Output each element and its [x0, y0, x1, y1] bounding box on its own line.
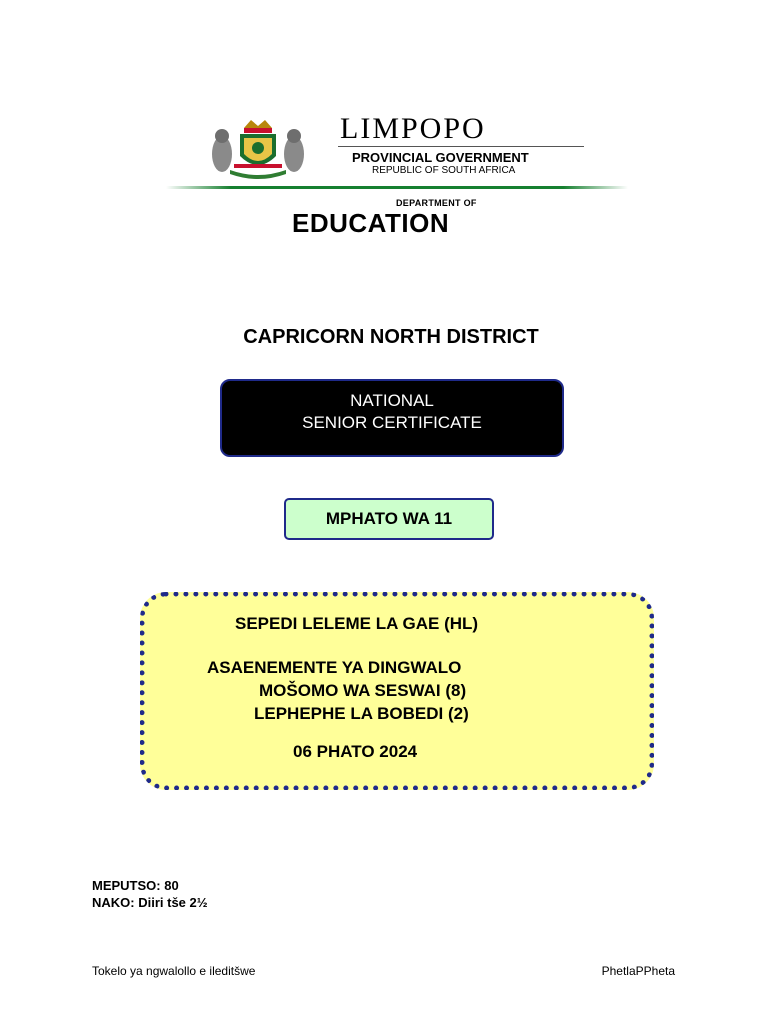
grade-badge: MPHATO WA 11	[284, 498, 494, 540]
subject-assessment: ASAENEMENTE YA DINGWALO	[207, 658, 462, 677]
certificate-banner	[220, 379, 564, 457]
provincial-government-label: PROVINCIAL GOVERNMENT	[352, 150, 529, 165]
coat-of-arms-icon	[204, 116, 314, 182]
time-allowed: NAKO: Diiri tše 2½	[92, 895, 208, 910]
exam-date: 06 PHATO 2024	[293, 742, 418, 761]
header-divider	[338, 146, 584, 147]
certificate-line-2: SENIOR CERTIFICATE	[302, 413, 482, 432]
subject-language: SEPEDI LELEME LA GAE (HL)	[235, 614, 479, 633]
page-turn-note: PhetlaPPheta	[601, 964, 675, 978]
department-prefix: DEPARTMENT OF	[396, 198, 477, 208]
country-label: REPUBLIC OF SOUTH AFRICA	[372, 165, 516, 176]
subject-task: MOŠOMO WA SESWAI (8)	[259, 681, 467, 700]
certificate-line-1: NATIONAL	[350, 391, 434, 410]
total-marks: MEPUTSO: 80	[92, 878, 179, 893]
district-title: CAPRICORN NORTH DISTRICT	[243, 326, 539, 348]
province-name: LIMPOPO	[340, 112, 486, 145]
marks-and-time	[92, 877, 208, 911]
department-header	[160, 102, 630, 250]
copyright-notice: Tokelo ya ngwalollo e ileditšwe	[92, 964, 256, 978]
subject-panel	[140, 592, 654, 790]
subject-paper: LEPHEPHE LA BOBEDI (2)	[254, 704, 469, 723]
green-divider	[166, 186, 628, 189]
department-name: EDUCATION	[292, 208, 450, 238]
